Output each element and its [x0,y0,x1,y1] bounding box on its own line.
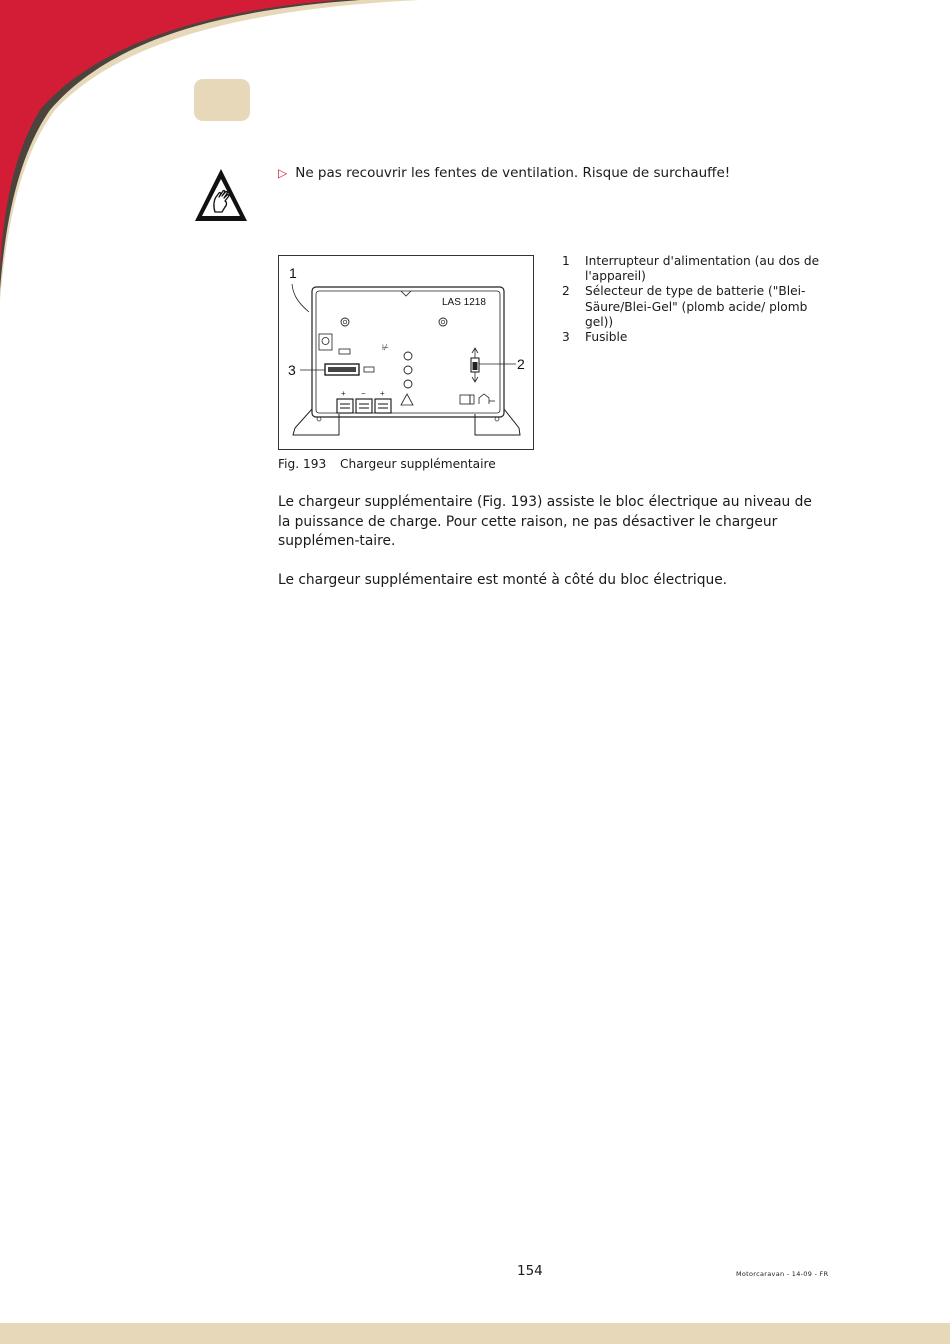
legend-item [562,284,832,330]
legend-item [562,330,832,345]
bottom-band [0,1323,950,1344]
warning-hand-icon [192,166,250,224]
footer-doc-id: Motorcaravan - 14-09 - FR [736,1270,829,1278]
callout-3: 3 [288,362,296,378]
body-paragraph-2: Le chargeur supplémentaire est monté à côté du bloc électrique. [278,572,728,588]
callout-2: 2 [517,356,525,372]
charger-figure [278,255,534,450]
warning-line [278,165,730,181]
legend-text: Sélecteur de type de batterie ("Blei-Säure/Blei-Gel" (plomb acide/ plomb gel)) [585,284,808,329]
legend-text: Interrupteur d'alimentation (au dos de l'appareil) [585,254,820,284]
body-paragraph-1: Le chargeur supplémentaire (Fig. 193) assiste le bloc électrique au niveau de la puissance de charge. Pour cette raison, ne pas désactiver le chargeur supplémen-taire. [278,494,812,549]
svg-text:−: − [361,389,366,398]
page-number: 154 [517,1263,543,1279]
svg-text:⊬: ⊬ [382,343,389,352]
callout-1: 1 [289,265,297,281]
charger-drawing [279,256,533,449]
legend-text: Fusible [585,330,628,345]
svg-text:+: + [341,389,346,398]
legend-number: 3 [562,330,570,345]
figure-legend [562,254,832,345]
device-model-label: LAS 1218 [442,297,486,308]
legend-number: 2 [562,284,570,299]
caption-number: Fig. 193 [278,457,327,471]
warning-text: Ne pas recouvrir les fentes de ventilation. Risque de surchauffe! [295,165,731,181]
svg-text:+: + [380,389,385,398]
triangle-bullet-icon: ▷ [278,166,288,180]
legend-item [562,254,832,284]
legend-number: 1 [562,254,570,268]
caption-text: Chargeur supplémentaire [340,457,496,471]
figure-caption [278,457,496,471]
chapter-tab [194,79,250,121]
